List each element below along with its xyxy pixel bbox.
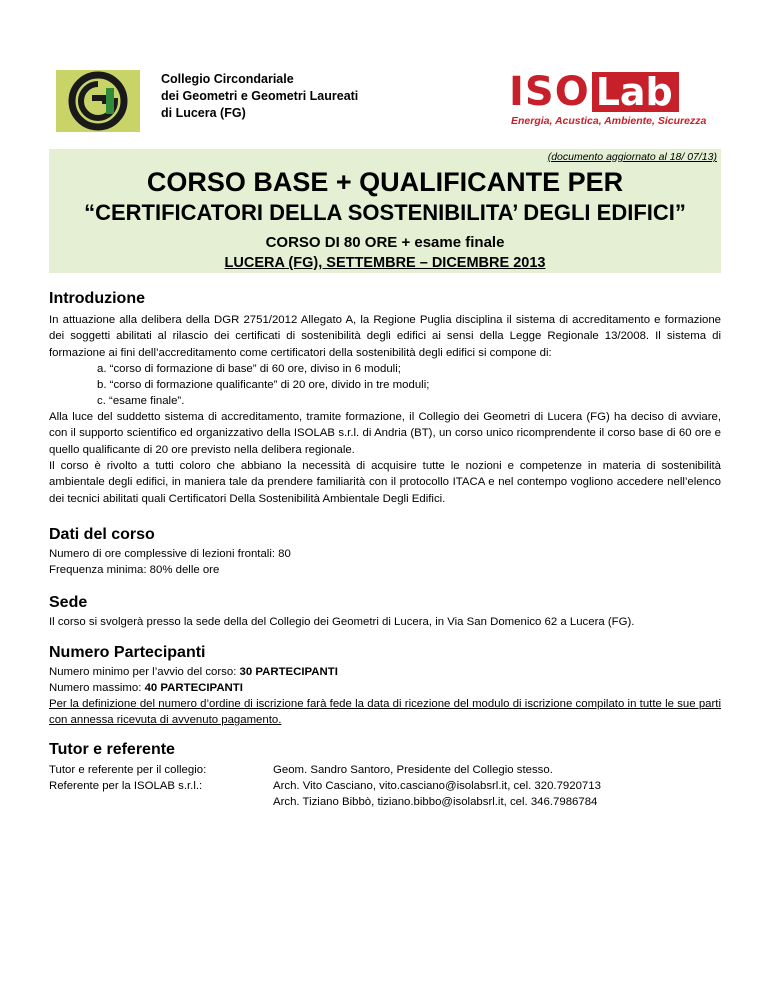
list-item: c. “esame finale”.: [97, 395, 185, 407]
intro-paragraph-2: Alla luce del suddetto sistema di accreditamento, tramite formazione, il Collegio dei Geometri di Lucera (FG) ha deciso di avviare, con il supporto scientifico ed organizzativo della ISOLAB s.r.l. di Andria (BT), un corso unico ricomprendente il corso base di 60 ore e quello qualificante di 20 ore previsto nella delibera regionale.: [49, 411, 721, 456]
tutor-label: Referente per la ISOLAB s.r.l.:: [49, 780, 203, 792]
section-heading-partecipanti: Numero Partecipanti: [49, 644, 206, 661]
partecipanti-note: Per la definizione del numero d’ordine di iscrizione farà fede la data di ricezione del modulo di iscrizione compilato in tutte le sue parti con annessa ricevuta di avvenuto pagamento.: [49, 698, 721, 727]
dati-line: Frequenza minima: 80% delle ore: [49, 564, 220, 576]
document-updated-note: (documento aggiornato al 18/ 07/13): [547, 151, 717, 163]
partecipanti-min-label: Numero minimo per l’avvio del corso:: [49, 666, 240, 678]
dati-line: Numero di ore complessive di lezioni frontali: 80: [49, 548, 291, 560]
partecipanti-max-label: Numero massimo:: [49, 682, 145, 694]
course-duration: CORSO DI 80 ORE + esame finale: [265, 234, 505, 251]
intro-paragraph-1: In attuazione alla delibera della DGR 2751/2012 Allegato A, la Regione Puglia disciplina il sistema di accreditamento e formazione dei soggetti abilitati al rilascio dei certificati di sostenibilità degli edifici ai sensi della Legge Regionale 13/2008. Il sistema di formazione ai fini dell’accreditamento come certificatori della sostenibilità degli edifici si compone di:: [49, 314, 721, 359]
title-band: [49, 149, 721, 273]
course-title-line2: “CERTIFICATORI DELLA SOSTENIBILITA’ DEGLI EDIFICI”: [84, 200, 686, 225]
course-title-line1: CORSO BASE + QUALIFICANTE PER: [146, 167, 624, 197]
sede-text: Il corso si svolgerà presso la sede della del Collegio dei Geometri di Lucera, in Via San Domenico 62 a Lucera (FG).: [49, 616, 635, 628]
isolab-logo-iso: ISO: [509, 69, 590, 115]
partecipanti-max-value: 40 PARTECIPANTI: [144, 682, 243, 694]
isolab-logo-lab: Lab: [592, 72, 679, 112]
partecipanti-max: [49, 680, 243, 696]
list-item: a. “corso di formazione di base” di 60 ore, diviso in 6 moduli;: [97, 363, 401, 375]
tutor-value: Arch. Tiziano Bibbò, tiziano.bibbo@isolabsrl.it, cel. 346.7986784: [273, 796, 598, 808]
list-item: b. “corso di formazione qualificante” di 20 ore, divido in tre moduli;: [97, 379, 430, 391]
section-heading-tutor: Tutor e referente: [49, 741, 175, 758]
tutor-label: Tutor e referente per il collegio:: [49, 764, 207, 776]
course-location-dates: LUCERA (FG), SETTEMBRE – DICEMBRE 2013: [224, 255, 546, 271]
intro-paragraph-3: Il corso è rivolto a tutti coloro che abbiano la necessità di acquisire tutte le nozioni e competenze in materia di sostenibilità ambientale degli edifici, in maniera tale da prendere familiarità con il protocollo ITACA e nel contempo vogliono accedere nell’elenco dei tecnici abilitati quali Certificatori Della Sostenibilità Ambientale Degli Edifici.: [49, 460, 721, 505]
collegio-name: [161, 71, 358, 122]
collegio-line: Collegio Circondariale: [161, 72, 294, 86]
tutor-value: Arch. Vito Casciano, vito.casciano@isolabsrl.it, cel. 320.7920713: [273, 780, 601, 792]
collegio-line: di Lucera (FG): [161, 106, 246, 120]
section-heading-sede: Sede: [49, 594, 88, 611]
isolab-logo: [509, 69, 719, 128]
tutor-value: Geom. Sandro Santoro, Presidente del Collegio stesso.: [273, 764, 553, 776]
section-heading-dati: Dati del corso: [49, 526, 155, 543]
section-heading-introduzione: Introduzione: [49, 290, 145, 307]
collegio-line: dei Geometri e Geometri Laureati: [161, 89, 359, 103]
partecipanti-min: [49, 664, 338, 680]
partecipanti-min-value: 30 PARTECIPANTI: [239, 666, 338, 678]
isolab-tagline: Energia, Acustica, Ambiente, Sicurezza: [511, 115, 707, 127]
collegio-logo-icon: [56, 70, 140, 132]
